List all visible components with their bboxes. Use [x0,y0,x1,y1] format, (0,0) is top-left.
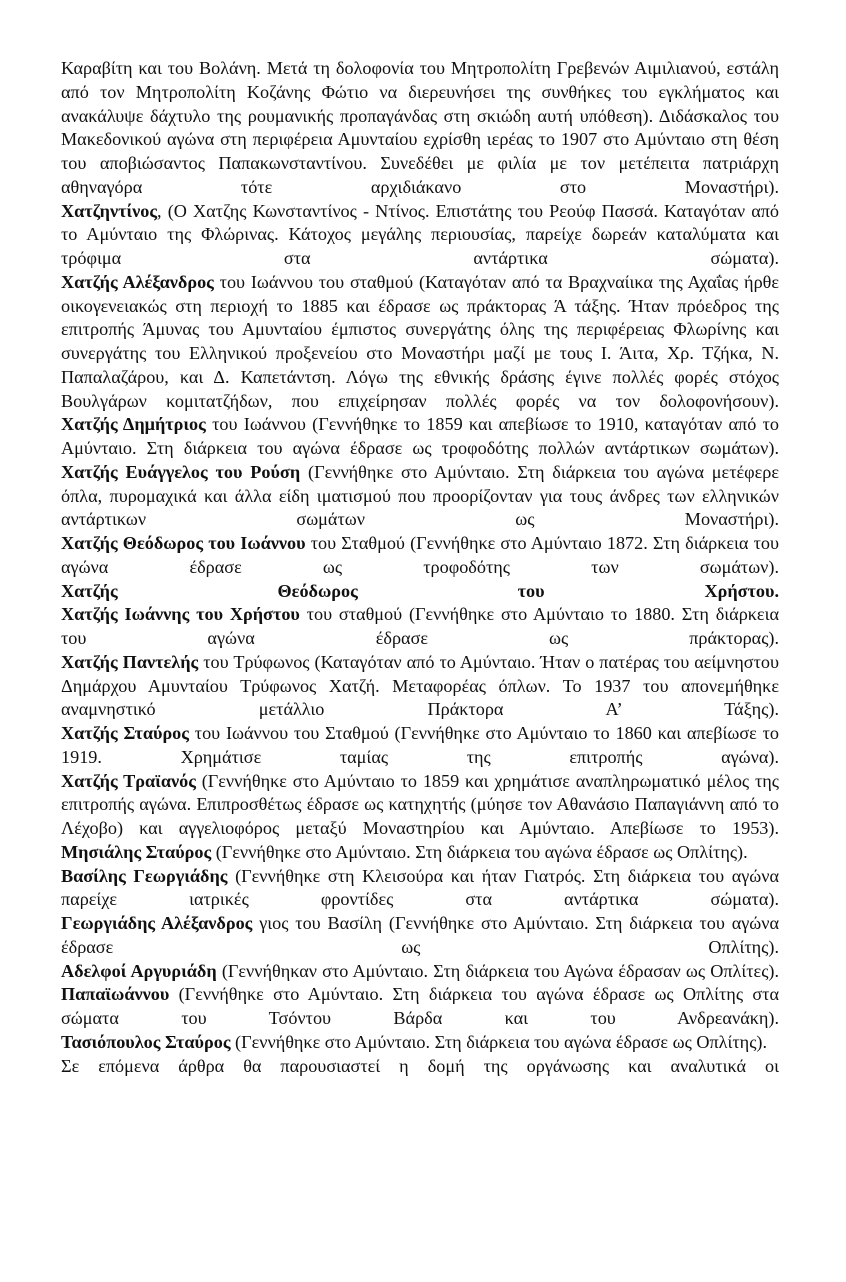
entry-text: (Γεννήθηκε στο Αμύνταιο. Στη διάρκεια του αγώνα έδρασε ως Οπλίτης). [211,841,748,862]
entry-name: Χατζής Ιωάννης του Χρήστου [61,604,300,625]
intro-paragraph: Καραβίτη και του Βολάνη. Μετά τη δολοφονία του Μητροπολίτη Γρεβενών Αιμιλιανού, εστάλη από τον Μητροπολίτη Κοζάνης Φώτιο να διερευνήσει της συνθήκες του εγκλήματος και ανακάλυψε δάχτυλο της ρουμανικής προπαγάνδας στη σκιώδη αυτή υπόθεση). Διδάσκαλος του Μακεδονικού αγώνα στη περιφέρεια Αμυνταίου εχρίσθη ιερέας το 1907 στο Αμύνταιο στη θέση του αποβιώσαντος Παπακωνσταντίνου. Συνεδέθει με φιλία με τον μετέπειτα πατριάρχη αθηναγόρα τότε αρχιδιάκανο στο Μοναστήρι). [61,58,779,197]
entry-text: (Γεννήθηκαν στο Αμύνταιο. Στη διάρκεια του Αγώνα έδρασαν ως Οπλίτες). [216,960,780,981]
entry-text: του Τρύφωνος (Καταγόταν από το Αμύνταιο. Ήταν ο πατέρας του αείμνηστου Δημάρχου Αμυνταίου Τρύφωνος Χατζή. Μεταφορέας όπλων. Το 1937 του απονεμήθηκε αναμνηστικό μετάλλιο Πράκτορα Α’ Τάξης). [61,651,779,720]
entry-hatzis-dimitrios [61,413,779,461]
entry-georgiadis-alexandros [61,912,779,960]
entry-text: (Γεννήθηκε στο Αμύνταιο. Στη διάρκεια του αγώνα έδρασε ως Οπλίτης στα σώματα του Τσόντου Βάρδα και του Ανδρεανάκη). [61,984,779,1028]
entry-name: Χατζηντίνος [61,200,158,221]
entry-name: Παπαϊωάννου [61,984,170,1005]
closing-paragraph: Σε επόμενα άρθρα θα παρουσιαστεί η δομή της οργάνωσης και αναλυτικά οι [61,1055,779,1076]
entry-name: Τασιόπουλος Σταύρος [61,1031,231,1052]
entry-text: (Γεννήθηκε στο Αμύνταιο. Στη διάρκεια του αγώνα έδρασε ως Οπλίτης). [230,1031,767,1052]
entry-name: Χατζής Θεόδωρος του Ιωάννου [61,533,306,553]
entry-hatzis-ioannis [61,603,779,651]
entry-vasilis-georgiadis [61,865,779,913]
entry-name: Βασίλης Γεωργιάδης [61,865,228,886]
entry-text: γιος του Βασίλη (Γεννήθηκε στο Αμύνταιο. Στη διάρκεια του αγώνα έδρασε ως Οπλίτης). [61,913,779,957]
entry-hatzis-pantelis [61,651,779,722]
entry-adelfoi-argyriadi [61,960,779,984]
entry-hatzis-stavros [61,722,779,770]
entry-text: του σταθμού (Γεννήθηκε στο Αμύνταιο το 1880. Στη διάρκεια του αγώνα έδρασε ως πράκτορας). [61,604,779,648]
document-page [61,57,779,1078]
entry-tasiopoulos-stavros [61,1031,779,1055]
entry-hatzis-evangelos [61,461,779,532]
entry-name: Χατζής Σταύρος [61,723,189,743]
entry-name: Χατζής Θεόδωρος του Χρήστου. [61,580,779,601]
entry-text: (Γεννήθηκε στο Αμύνταιο το 1859 και χρημάτισε αναπληρωματικό μέλος της επιτροπής αγώνα. Επιπροσθέτως έδρασε ως κατηχητής (μύησε τον Αθανάσιο Παπαγιάννη από το Λέχοβο) και αγγελιοφόρος μεταξύ Μοναστηρίου και Αμύνταιο. Απεβίωσε το 1953). [61,770,779,838]
entry-name: Χατζής Παντελής [61,651,199,672]
entry-name: Αδελφοί Αργυριάδη [61,960,217,981]
entry-hatzis-theodoros-christou [61,580,779,604]
entry-hatzis-theodoros-ioannou [61,532,779,580]
entry-hatzis-traianos [61,770,779,841]
entry-text: του Ιωάννου του σταθμού (Καταγόταν από τα Βραχναίικα της Αχαΐας ήρθε οικογενειακώς στη περιοχή το 1885 και έδρασε ως πράκτορας Ά τάξης. Ήταν πρόεδρος της επιτροπής Άμυνας του Αμυνταίου έμπιστος συνεργάτης όλης της περιφέρειας Φλωρίνης και συνεργάτης του Ελληνικού προξενείου στο Μοναστήρι μαζί με τους Ι. Άιτα, Χρ. Τζήκα, Ν. Παπαλαζάρου, και Δ. Καπετάντση. Λόγω της εθνικής δράσης έγινε πολλές φορές στόχος Βουλγάρων κομιτατζήδων, που επιχείρησαν πολλές φορές να τον δολοφονήσουν). [61,271,779,411]
entry-misialis-stavros [61,841,779,865]
entry-hatzis-alexandros [61,271,779,414]
entry-text: , (Ο Χατζης Κωνσταντίνος - Ντίνος. Επιστάτης του Ρεούφ Πασσά. Καταγόταν από το Αμύνταιο της Φλώρινας. Κάτοχος μεγάλης περιουσίας, παρείχε δωρεάν καταλύματα και τρόφιμα στα αντάρτικα σώματα). [61,200,779,268]
entry-name: Γεωργιάδης Αλέξανδρος [61,913,253,933]
entry-name: Χατζής Δημήτριος [61,414,206,435]
entry-text: του Ιωάννου (Γεννήθηκε το 1859 και απεβίωσε το 1910, καταγόταν από το Αμύνταιο. Στη διάρκεια του αγώνα έδρασε ως τροφοδότης πολλών αντάρτικων σωμάτων). [61,414,779,458]
entry-text: (Γεννήθηκε στο Αμύνταιο. Στη διάρκεια του αγώνα μετέφερε όπλα, πυρομαχικά και άλλα είδη ιματισμού που προορίζονταν για τους άνδρες των ελληνικών αντάρτικων σωμάτων ως Μοναστήρι). [61,461,779,530]
entry-hatzintinos [61,200,779,271]
entry-papaioannou [61,983,779,1031]
entry-text: του Σταθμού (Γεννήθηκε στο Αμύνταιο 1872. Στη διάρκεια του αγώνα έδρασε ως τροφοδότης των σωμάτων). [61,533,779,577]
entry-name: Μησιάλης Σταύρος [61,841,212,862]
entry-text: του Ιωάννου του Σταθμού (Γεννήθηκε στο Αμύνταιο το 1860 και απεβίωσε το 1919. Χρημάτισε ταμίας της επιτροπής αγώνα). [61,723,780,767]
entry-text: (Γεννήθηκε στη Κλεισούρα και ήταν Γιατρός. Στη διάρκεια του αγώνα παρείχε ιατρικές φροντίδες στα αντάρτικα σώματα). [61,865,779,910]
entry-name: Χατζής Ευάγγελος του Ρούση [61,461,301,482]
entry-name: Χατζής Αλέξανδρος [61,271,214,292]
entry-name: Χατζής Τραϊανός [61,770,196,791]
